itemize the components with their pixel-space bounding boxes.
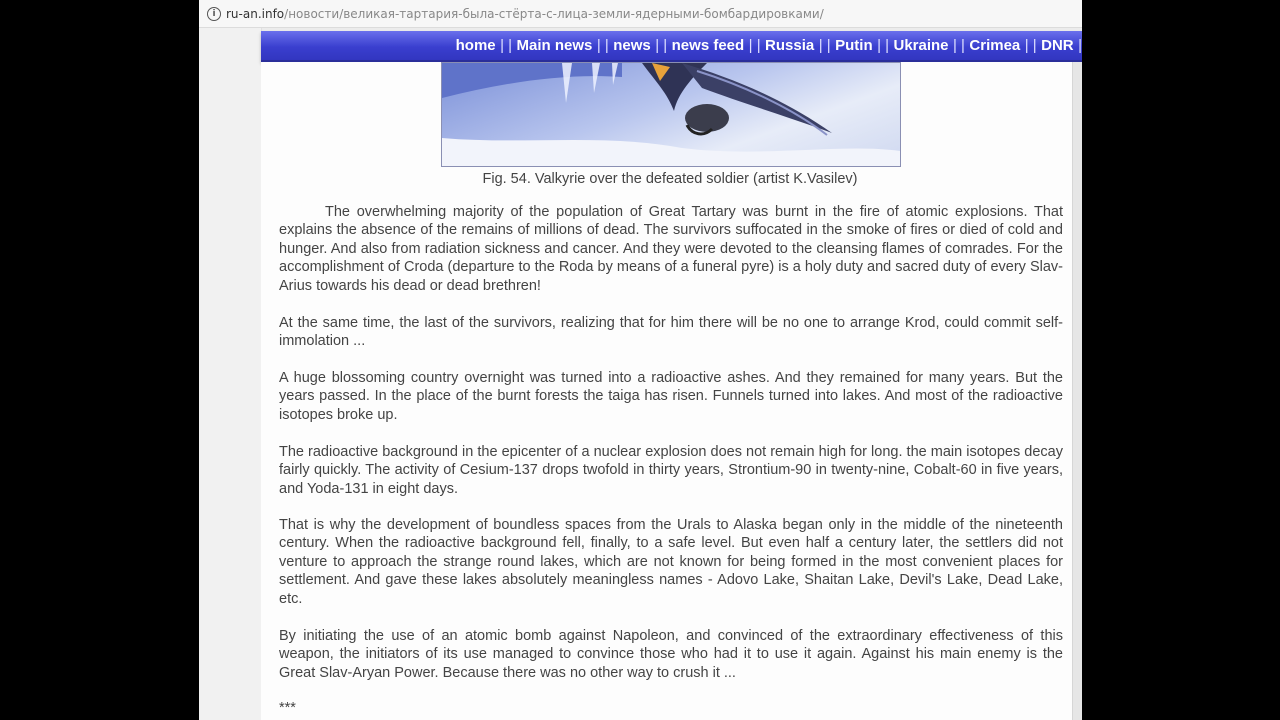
paragraph-6: By initiating the use of an atomic bomb against Napoleon, and convinced of the extraordinary effectiveness of this weapon, the initiators of its use managed to convince those who had it to use it again. Against his main enemy is the Great Slav-Aryan Power. Because there was no other way to crush it ...: [279, 628, 1063, 681]
paragraph-5: That is why the development of boundless spaces from the Urals to Alaska began only in the middle of the nineteenth century. When the radioactive background fell, finally, to a safe level. But even half a century later, the settlers did not venture to approach the strange round lakes, which are not known for being formed in the most convenient places for settlement. And gave these lakes absolutely meaningless names - Adovo Lake, Shaitan Lake, Devil's Lake, Dead Lake, etc.: [279, 517, 1063, 607]
nav-separator: | |: [655, 37, 668, 54]
paragraph-2: At the same time, the last of the survivors, realizing that for him there will be no one to arrange Krod, could commit self-immolation ...: [279, 315, 1063, 350]
url-text[interactable]: [226, 7, 824, 21]
paragraph-4: The radioactive background in the epicenter of a nuclear explosion does not remain high for long. the main isotopes decay fairly quickly. The activity of Cesium-137 drops twofold in thirty years, Strontium-90 in twenty-nine, Cobalt-60 in five years, and Yoda-131 in eight days.: [279, 444, 1063, 497]
url-domain: ru-an.info: [226, 7, 285, 21]
url-path: /новости/великая-тартария-была-стёрта-с-лица-земли-ядерными-бомбардировками/: [284, 7, 824, 21]
browser-window: [199, 0, 1082, 720]
nav-separator: | |: [818, 37, 831, 54]
nav-main-news[interactable]: Main news: [516, 37, 593, 54]
nav-russia[interactable]: Russia: [765, 37, 815, 54]
paragraph-3: A huge blossoming country overnight was turned into a radioactive ashes. And they remained for many years. But the years passed. In the place of the burnt forests the taiga has risen. Funnels turned into lakes. And most of the radioactive isotopes broke up.: [279, 370, 1063, 423]
nav-home[interactable]: home: [455, 37, 496, 54]
nav-separator: | |: [952, 37, 965, 54]
site-info-icon[interactable]: i: [207, 7, 221, 21]
nav-ukraine[interactable]: Ukraine: [893, 37, 949, 54]
nav-news-feed[interactable]: news feed: [671, 37, 745, 54]
section-break: ***: [279, 700, 296, 716]
article-content: [261, 62, 1072, 720]
nav-separator: | |: [877, 37, 890, 54]
paragraph-1: The overwhelming majority of the population of Great Tartary was burnt in the fire of atomic explosions. That explains the absence of the remains of millions of dead. The survivors suffocated in the smoke of fires or died of cold and hunger. And also from radiation sickness and cancer. And they were devoted to the cleansing flames of comrades. For the accomplishment of Croda (departure to the Roda by means of a funeral pyre) is a holy duty and sacred duty of every Slav-Arius towards his dead or dead brethren!: [279, 204, 1063, 294]
page-left-margin: [199, 28, 262, 720]
nav-separator: | |: [596, 37, 609, 54]
nav-putin[interactable]: Putin: [835, 37, 873, 54]
nav-separator: | |: [500, 37, 513, 54]
nav-dnr[interactable]: DNR: [1041, 37, 1074, 54]
main-navigation: [261, 31, 1082, 62]
nav-separator: | |: [748, 37, 761, 54]
valkyrie-illustration: [441, 62, 901, 167]
figure-caption: Fig. 54. Valkyrie over the defeated soldier (artist K.Vasilev): [482, 171, 858, 187]
address-bar[interactable]: [199, 0, 1082, 28]
nav-news[interactable]: news: [613, 37, 651, 54]
nav-trailing-separator: |: [1078, 37, 1082, 54]
nav-crimea[interactable]: Crimea: [969, 37, 1021, 54]
page-scroll-rail[interactable]: [1072, 62, 1082, 720]
illustration-art: [442, 63, 900, 166]
nav-separator: | |: [1024, 37, 1037, 54]
